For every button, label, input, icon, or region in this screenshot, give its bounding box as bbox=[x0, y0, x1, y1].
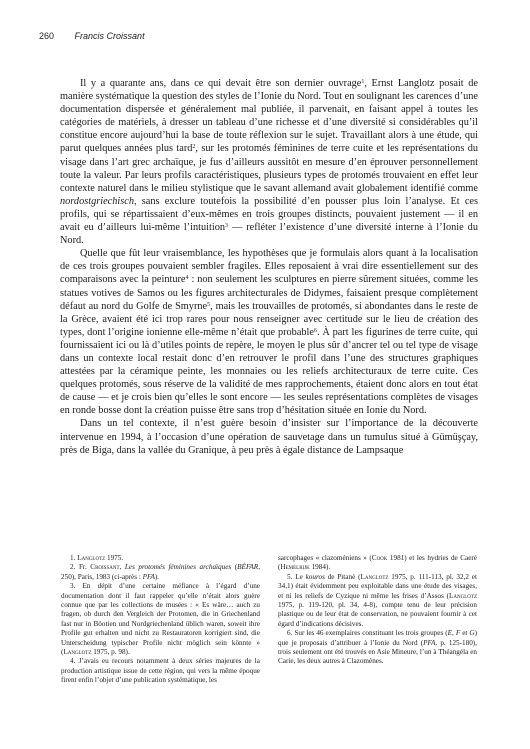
text-run: 5. Le bbox=[287, 572, 306, 581]
author-name: Langlotz bbox=[77, 554, 106, 562]
footnote-ref: 1 bbox=[361, 79, 365, 85]
page-number: 260 bbox=[39, 31, 55, 41]
author-name: Langlotz bbox=[449, 591, 477, 600]
author-name: Cook bbox=[371, 554, 388, 562]
body-paragraph bbox=[60, 77, 478, 247]
text-run: ) que je proposais d’attribuer à l’Ionie du Nord ( bbox=[278, 629, 477, 647]
text-run: ). bbox=[154, 572, 160, 581]
text-run: 1975, p. 98). bbox=[91, 648, 130, 657]
text-run: et bbox=[460, 629, 470, 638]
text-run: 3. En dépit d’une certaine méfiance à l’égard d’une documentation dont il faut rappeler qu’elle n’était alors guère connue que par les collections de musées : « Es wäre… auch zu fragen, ob durch den Vergleich der Protomen, die in Griechenland fast nur in Böotien und Nordgriechenland üblich waren, soweit ihre Profile gut erhalten und nicht zu Restauratoren korrigiert sind, die Unterscheidung typischer Profile nicht möglich sein könnte » ( bbox=[61, 582, 260, 657]
body-paragraph bbox=[60, 247, 478, 417]
text-run: de Pitanè ( bbox=[324, 572, 361, 581]
footnote-ref: 4 bbox=[185, 275, 189, 282]
text-run: ( bbox=[231, 563, 238, 572]
footnote-continuation bbox=[278, 554, 477, 573]
text-run: 1. bbox=[70, 554, 78, 562]
footnote-ref: 2 bbox=[192, 144, 196, 151]
italic-text: E, F bbox=[447, 629, 461, 638]
italic-text: PFA bbox=[142, 572, 155, 581]
text-run: 1981) et les hydries de Caeré ( bbox=[278, 554, 477, 572]
running-head-author: Francis Croissant bbox=[74, 31, 145, 41]
text-run: , bbox=[119, 563, 125, 572]
italic-text: kouros bbox=[305, 572, 325, 581]
text-run: 2. Fr. bbox=[70, 563, 91, 572]
footnote bbox=[278, 629, 477, 667]
text-run: Il y a quarante ans, dans ce qui devait être son dernier ouvrage bbox=[80, 78, 362, 89]
footnote bbox=[61, 657, 260, 685]
text-run: , 250), Paris, 1983 (ci-après : bbox=[61, 563, 260, 581]
text-run: , mais les trouvailles de protomés, si abondantes dans le reste de la Grèce, avaient été ici trop rares pour nous renseigner avec certitude sur le lieu de création des types, dont l’origine ionienne elle-même n’était que probable bbox=[60, 300, 478, 338]
running-head bbox=[39, 31, 145, 41]
text-run: , sans exclure toutefois la possibilité d’en pousser plus loin l’analyse. Et ces profils, qui se répartissaient d’eux-mêmes en trois groupes distincts, pouvaient justement — il en avait eu d’ailleurs lui-même l’intuition bbox=[60, 195, 478, 234]
italic-text: BÉFAR bbox=[237, 563, 259, 572]
footnote-ref: 6 bbox=[313, 327, 317, 334]
footnote-ref: 3 bbox=[225, 223, 229, 230]
italic-text: Les protomés féminines archaïques bbox=[124, 563, 232, 572]
body-text bbox=[60, 77, 478, 457]
text-run: , Ernst Langlotz posait de manière systématique la question des styles de l’Ionie du Nord. Tout en soulignant les carences d’une documentation dispersée et généralement mal publiée, il parvenait, en faisant appel à toutes les catégories de matériels, à dresser un tableau d’une richesse et d’une diversité si considérables qu’il constitue encore aujourd’hui la base de toute réflexion sur le sujet. Travaillant alors à une étude, qui parut quelques années plus tard bbox=[60, 78, 478, 155]
text-run: 6. Sur les 46 exemplaires constituant les trois groupes ( bbox=[287, 629, 448, 638]
footnote-ref: 5 bbox=[207, 301, 211, 308]
text-run: . À part les figurines de terre cuite, qui fournissaient ici ou là d’utiles points de repère, le moyen le plus sûr d’ancrer tel ou tel type de visage dans un contexte local restait donc d’en retrouver le profil dans l’une des structures graphiques attestées par la céramique peinte, les monnaies ou les reliefs architecturaux de terre cuite. Ces quelques protomés, sous réserve de la validité de mes rapprochements, étaient donc alors en tout état de cause — et je crois bien qu’elles le sont encore — les seules représentations complètes de visages en ronde bosse dont la création puisse être sans trop d’hésitation située en Ionie du Nord. bbox=[60, 326, 478, 417]
author-name: Langlotz bbox=[63, 648, 92, 657]
italic-text: G bbox=[469, 629, 475, 638]
text-run: Quelle que fût leur vraisemblance, les hypothèses que je formulais alors quant à la localisation de ces trois groupes pouvaient sembler fragiles. Elles reposaient à vrai dire essentiellement sur des comparaisons avec la peinture bbox=[60, 248, 478, 286]
text-run: — refléter l’existence d’une diversité interne à l’Ionie du Nord. bbox=[60, 222, 478, 247]
footnote bbox=[61, 582, 260, 657]
author-name: Hemelrijk bbox=[280, 563, 310, 572]
italic-text: nordostgriechisch bbox=[60, 195, 134, 207]
footnote bbox=[61, 563, 260, 582]
text-run: 1975, p. 111-113, pl. 32,2 et 34,1) était évidemment peu exploitable dans une étude des visages, et ni les reliefs de Cyzique ni même les frises d’Assos ( bbox=[278, 572, 477, 600]
author-name: Croissant bbox=[90, 563, 120, 572]
text-run: , p. 125-180), trois seulement ont été trouvés en Asie Mineure, l’un à Théangéla en Carie, les deux autres à Clazomènes. bbox=[278, 638, 477, 666]
italic-text: PFA bbox=[423, 638, 436, 647]
text-run: Dans un tel contexte, il n’est guère besoin d’insister sur l’importance de la découverte intervenue en 1994, à l’occasion d’une opération de sauvetage dans un tumulus situé à Gümüşçay, près de Biga, dans la vallée du Granique, à peu près à égale distance de Lampsaque bbox=[60, 418, 478, 456]
footnotes-right-column bbox=[278, 554, 477, 686]
text-run: sarcophages « clazoméniens » ( bbox=[278, 554, 372, 562]
footnotes-left-column bbox=[61, 554, 260, 686]
footnotes bbox=[61, 554, 477, 686]
footnote bbox=[278, 573, 477, 629]
text-run: 4. J’avais eu recours notamment à deux séries majeures de la production artistique issue de cette région, qui vers la même époque firent enfin l’objet d’une publication systématique, les bbox=[61, 657, 260, 685]
text-run: : non seulement les sculptures en pierre sûrement situées, comme les statues votives de Samos ou les figures architecturales de Didymes, faisaient presque complètement défaut au nord du Golfe de Smyrne bbox=[60, 274, 478, 312]
text-run: 1975, p. 119-120, pl. 34, 4-8), compte tenu de leur précision plastique ou de leur état de conservation, ne pouvaient fournir à cet égard d’indications décisives. bbox=[278, 601, 477, 628]
body-paragraph bbox=[60, 417, 478, 456]
text-run: 1975. bbox=[105, 554, 124, 562]
footnote bbox=[61, 554, 260, 563]
text-run: 1984). bbox=[309, 563, 331, 572]
text-run: , sur les protomés féminines de terre cuite et les représentations du visage dans l’art grec archaïque, je fus d’ailleurs aussitôt en mesure d’en éprouver personnellement toute la valeur. Par leurs profils caractéristiques, plusieurs types de protomés trouvaient en effet leur contexte naturel dans le milieu stylistique que le savant allemand avait globalement identifié comme bbox=[60, 143, 478, 194]
author-name: Langlotz bbox=[360, 572, 389, 581]
